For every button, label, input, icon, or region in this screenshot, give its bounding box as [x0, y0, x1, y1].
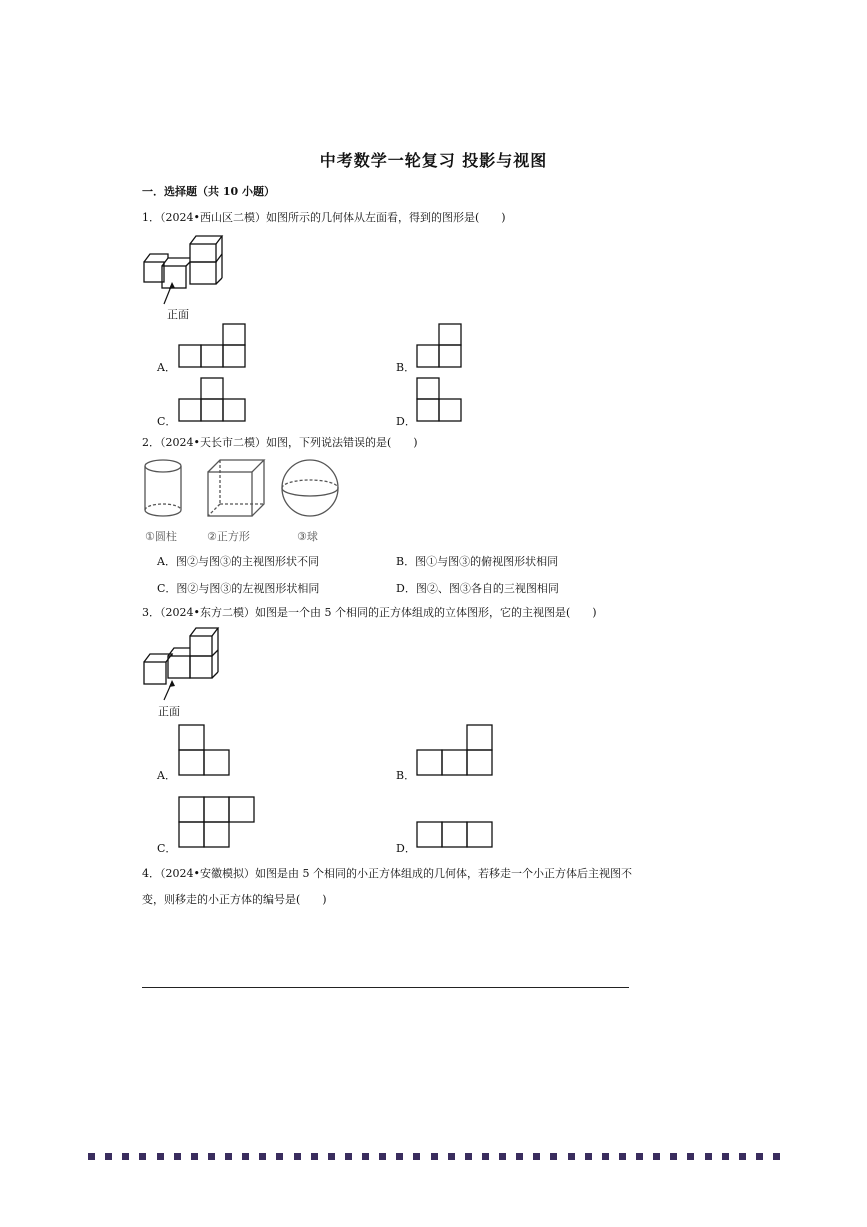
- q3-option-c-figure: [178, 797, 258, 851]
- cylinder-label: ①圆柱: [145, 530, 177, 543]
- sphere-label: ③球: [297, 530, 318, 543]
- q3-option-b-figure: [416, 725, 496, 779]
- q1-option-c-figure: [178, 378, 248, 424]
- footer-divider: [142, 987, 629, 988]
- section-heading: 一．选择题（共 10 小题）: [142, 185, 275, 198]
- q1-option-d-figure: [416, 378, 464, 424]
- footer-mark-strip: [88, 1153, 780, 1161]
- q1-option-c-label[interactable]: C．: [157, 415, 177, 428]
- cube-figure: [206, 458, 268, 520]
- q1-option-a-label[interactable]: A．: [157, 361, 176, 374]
- question-4-stem-line-2: 变，则移走的小正方体的编号是( ): [142, 893, 327, 906]
- q2-option-a[interactable]: A．图②与图③的主视图形状不同: [157, 555, 319, 568]
- q3-option-b-label[interactable]: B．: [396, 769, 416, 782]
- q3-option-c-label[interactable]: C．: [157, 842, 177, 855]
- question-2-stem: 2．（2024•天长市二模）如图，下列说法错误的是( ): [142, 436, 418, 449]
- front-view-caption: 正面: [167, 308, 189, 321]
- question-4-stem-line-1: 4．（2024•安徽模拟）如图是由 5 个相同的小正方体组成的几何体，若移走一个小正方体后主视图不: [142, 867, 632, 880]
- cylinder-figure: [142, 458, 188, 520]
- cube-label: ②正方形: [207, 530, 250, 543]
- question-3-solid-figure: [140, 626, 230, 688]
- q3-option-a-figure: [178, 725, 234, 779]
- q1-option-a-figure: [178, 324, 248, 370]
- q3-option-d-label[interactable]: D．: [396, 842, 416, 855]
- q1-option-b-label[interactable]: B．: [396, 361, 416, 374]
- question-1-stem: 1．（2024•西山区二模）如图所示的几何体从左面看，得到的图形是( ): [142, 211, 506, 224]
- arrow-icon: [160, 280, 180, 308]
- arrow-icon: [160, 678, 180, 704]
- q2-option-c[interactable]: C．图②与图③的左视图形状相同: [157, 582, 320, 595]
- q2-option-b[interactable]: B．图①与图③的俯视图形状相同: [396, 555, 559, 568]
- q3-option-a-label[interactable]: A．: [157, 769, 176, 782]
- page-title: 中考数学一轮复习 投影与视图: [319, 151, 548, 170]
- q1-option-d-label[interactable]: D．: [396, 415, 416, 428]
- question-3-stem: 3．（2024•东方二模）如图是一个由 5 个相同的正方体组成的立体图形，它的主视图是( ): [142, 606, 597, 619]
- question-1-solid-figure: [140, 230, 230, 292]
- q2-option-d[interactable]: D．图②、图③各自的三视图相同: [396, 582, 559, 595]
- front-view-caption: 正面: [158, 705, 180, 718]
- sphere-figure: [280, 458, 342, 520]
- q1-option-b-figure: [416, 324, 464, 370]
- q3-option-d-figure: [416, 822, 496, 850]
